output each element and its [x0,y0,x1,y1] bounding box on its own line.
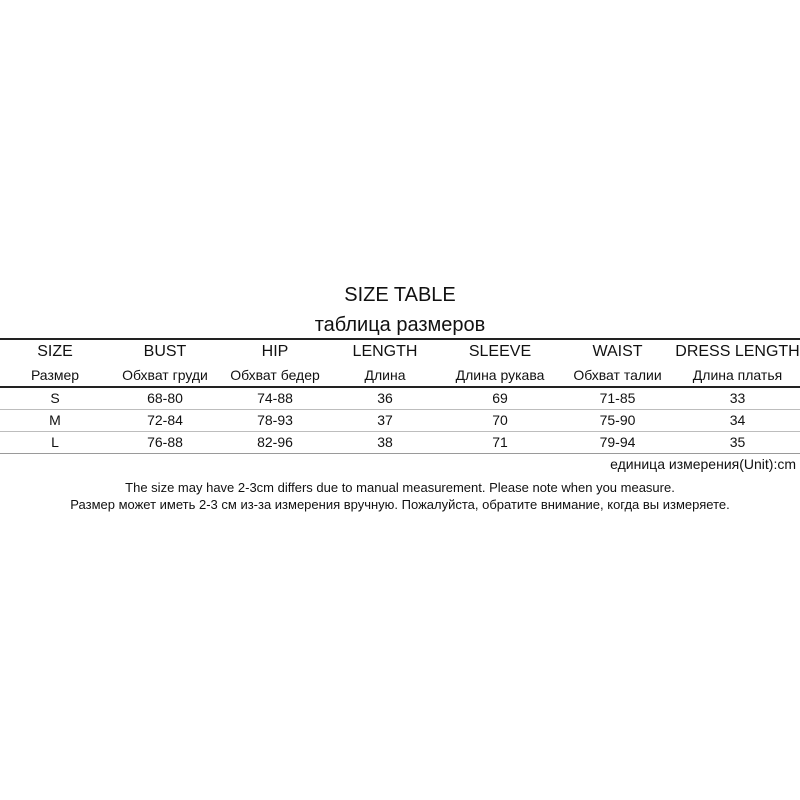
col-header-hip: HIP [220,339,330,364]
table-row [0,410,800,432]
col-header-bust: BUST [110,339,220,364]
col-header-dress-length: DRESS LENGTH [675,339,800,364]
col-subheader-hip: Обхват бедер [220,364,330,387]
cell-hip: 74-88 [220,387,330,410]
cell-length: 37 [330,410,440,432]
cell-hip: 82-96 [220,432,330,454]
col-header-size: SIZE [0,339,110,364]
cell-size: M [0,410,110,432]
cell-sleeve: 69 [440,387,560,410]
cell-dress-length: 35 [675,432,800,454]
header-row-en [0,339,800,364]
cell-waist: 71-85 [560,387,675,410]
cell-sleeve: 70 [440,410,560,432]
cell-bust: 76-88 [110,432,220,454]
cell-length: 36 [330,387,440,410]
cell-sleeve: 71 [440,432,560,454]
measurement-note-ru: Размер может иметь 2-3 см из-за измерения вручную. Пожалуйста, обратите внимание, когда вы измеряете. [70,497,730,512]
col-header-length: LENGTH [330,339,440,364]
measurement-note-en: The size may have 2-3cm differs due to manual measurement. Please note when you measure. [125,480,675,495]
cell-size: S [0,387,110,410]
col-subheader-bust: Обхват груди [110,364,220,387]
col-subheader-sleeve: Длина рукава [440,364,560,387]
cell-length: 38 [330,432,440,454]
col-subheader-waist: Обхват талии [560,364,675,387]
table-row [0,432,800,454]
cell-waist: 75-90 [560,410,675,432]
cell-dress-length: 34 [675,410,800,432]
cell-dress-length: 33 [675,387,800,410]
col-subheader-dress-length: Длина платья [675,364,800,387]
cell-size: L [0,432,110,454]
table-row [0,387,800,410]
header-row-ru [0,364,800,387]
col-subheader-size: Размер [0,364,110,387]
unit-note: единица измерения(Unit):cm [610,456,796,472]
title-ru: таблица размеров [314,314,486,336]
col-header-sleeve: SLEEVE [440,339,560,364]
size-table [0,338,800,454]
col-subheader-length: Длина [330,364,440,387]
cell-waist: 79-94 [560,432,675,454]
cell-hip: 78-93 [220,410,330,432]
title-en: SIZE TABLE [344,284,456,306]
col-header-waist: WAIST [560,339,675,364]
cell-bust: 72-84 [110,410,220,432]
cell-bust: 68-80 [110,387,220,410]
